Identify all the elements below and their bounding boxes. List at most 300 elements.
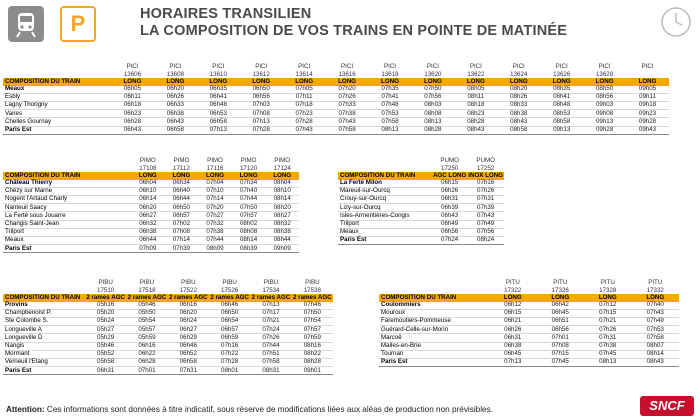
time-cell: 07h23 — [283, 110, 326, 118]
train-number-cell: 13608 — [166, 70, 184, 78]
table-row — [338, 204, 504, 212]
table-row — [3, 326, 333, 334]
timetable-la-ferte-milon — [338, 158, 504, 245]
time-cell: 06h57 — [209, 326, 250, 334]
composition-label: COMPOSITION DU TRAIN — [3, 78, 111, 85]
timetable-chateau-thierry — [3, 158, 299, 253]
time-cell: 08h04 — [273, 179, 291, 187]
time-cell: 06h15 — [441, 179, 459, 187]
time-cell: 08h08 — [411, 110, 454, 118]
time-cell: 07h02 — [165, 220, 199, 228]
station-name: Isles-Armentières-Congis — [338, 212, 432, 220]
train-number-cell: 17124 — [273, 164, 291, 172]
time-cell: 07h50 — [232, 204, 266, 212]
time-cell: 07h35 — [381, 85, 399, 93]
time-cell: 06h28 — [111, 118, 154, 126]
table-row — [3, 86, 669, 94]
train-code-cell: PIBU — [98, 279, 113, 287]
timetable-provins — [3, 280, 333, 375]
time-cell: 09h28 — [583, 126, 626, 134]
time-cell: 08h33 — [497, 101, 540, 109]
time-cell: 07h39 — [165, 245, 199, 253]
station-name: Longueville A — [3, 326, 85, 334]
time-cell: 06h26 — [432, 187, 467, 195]
composition-cell: LONG — [240, 78, 283, 85]
footer-notice — [6, 405, 493, 414]
time-cell: 07h59 — [292, 334, 333, 342]
time-cell: 07h32 — [198, 220, 232, 228]
time-cell: 09h08 — [583, 110, 626, 118]
time-cell: 07h51 — [250, 350, 291, 358]
time-cell: 08h23 — [454, 110, 497, 118]
time-cell: 08h13 — [369, 126, 412, 134]
composition-cell: LONG — [632, 294, 680, 301]
clock-icon — [660, 6, 692, 38]
time-cell: 08h27 — [265, 212, 299, 220]
time-cell: 08h48 — [540, 101, 583, 109]
train-number-cell: 17538 — [303, 286, 321, 294]
time-cell: 09h28 — [626, 118, 669, 126]
time-cell: 07h21 — [250, 317, 291, 325]
train-code-cell: PIMO — [139, 157, 156, 165]
composition-row — [3, 294, 333, 301]
table-row — [3, 187, 299, 195]
station-name: Nogent l'Artaud Charly — [3, 195, 131, 203]
time-cell: 08h35 — [553, 85, 571, 93]
time-cell: 06h26 — [489, 326, 537, 334]
time-cell: 07h49 — [632, 317, 680, 325]
station-name: Paris Est — [3, 126, 111, 134]
time-cell: 07h14 — [165, 236, 199, 244]
station-name: Trilport — [3, 228, 131, 236]
station-name: Provins — [5, 301, 28, 309]
time-cell: 06h22 — [126, 350, 167, 358]
composition-cell: LONG — [626, 78, 669, 85]
train-number-cell: 13626 — [553, 70, 571, 78]
time-cell: 06h34 — [172, 179, 190, 187]
time-cell: 06h29 — [168, 334, 209, 342]
time-cell: 09h01 — [292, 367, 333, 375]
time-cell: 06h46 — [221, 301, 239, 309]
time-cell: 08h16 — [292, 342, 333, 350]
time-cell: 08h28 — [411, 126, 454, 134]
time-cell: 07h38 — [198, 228, 232, 236]
composition-label: COMPOSITION DU TRAIN — [3, 172, 131, 179]
time-cell: 07h56 — [411, 93, 454, 101]
timetable-coulommiers — [379, 280, 679, 367]
time-cell: 07h09 — [131, 245, 165, 253]
station-name: Mouroux — [379, 309, 489, 317]
time-cell: 05h58 — [85, 358, 126, 366]
header-spacer — [379, 280, 489, 287]
station-name: Chelles Gournay — [3, 118, 111, 126]
composition-cell: 2 rames AGC — [127, 293, 167, 301]
time-cell: 06h41 — [197, 93, 240, 101]
table-row — [3, 309, 333, 317]
time-cell: 07h28 — [209, 358, 250, 366]
time-cell: 07h04 — [206, 179, 224, 187]
header-codes — [3, 280, 333, 287]
time-cell: 06h58 — [197, 118, 240, 126]
time-cell: 07h44 — [232, 195, 266, 203]
composition-cell: 2 rames AGC — [86, 293, 125, 301]
time-cell: 08h28 — [454, 118, 497, 126]
time-cell: 07h43 — [326, 118, 369, 126]
time-cell: 06h31 — [432, 195, 467, 203]
time-cell: 07h16 — [209, 342, 250, 350]
time-cell: 06h44 — [165, 195, 199, 203]
time-cell: 05h24 — [85, 317, 126, 325]
station-name: Marcoë — [379, 334, 489, 342]
time-cell: 09h13 — [540, 126, 583, 134]
time-cell: 06h16 — [179, 301, 197, 309]
station-name: Changis Saint-Jean — [3, 220, 131, 228]
time-cell: 06h20 — [168, 309, 209, 317]
time-cell: 07h26 — [584, 326, 632, 334]
timetable-meaux-paris — [3, 64, 669, 135]
table-row — [3, 334, 333, 342]
time-cell: 06h59 — [209, 334, 250, 342]
time-cell: 05h27 — [85, 326, 126, 334]
station-name: Mormant — [3, 350, 85, 358]
table-row — [338, 187, 504, 195]
time-cell: 07h58 — [326, 126, 369, 134]
time-cell: 07h34 — [239, 179, 258, 187]
time-cell: 07h44 — [198, 236, 232, 244]
composition-cell: LONG — [497, 78, 540, 85]
time-cell: 06h27 — [168, 326, 209, 334]
time-cell: 07h22 — [209, 350, 250, 358]
time-cell: 08h02 — [232, 220, 266, 228]
station-name: Verneuil l'Etang — [3, 358, 85, 366]
time-cell: 06h31 — [489, 334, 537, 342]
composition-label: COMPOSITION DU TRAIN — [3, 294, 85, 301]
train-number-cell: 13624 — [510, 70, 528, 78]
train-code-cell: PICI — [169, 63, 182, 71]
time-cell: 06h28 — [126, 358, 167, 366]
table-row — [3, 126, 669, 134]
time-cell: 07h53 — [369, 110, 412, 118]
table-row — [379, 317, 679, 325]
header-spacer — [3, 280, 85, 287]
station-name: La Ferté sous Jouarre — [3, 212, 131, 220]
train-number-cell: 17326 — [551, 286, 569, 294]
time-cell: 07h50 — [424, 85, 442, 93]
time-cell: 06h24 — [168, 317, 209, 325]
time-cell: 05h59 — [126, 334, 167, 342]
train-code-cell: PICI — [126, 63, 139, 71]
time-cell: 07h38 — [326, 110, 369, 118]
time-cell: 06h21 — [489, 317, 537, 325]
train-code-cell: PICI — [555, 63, 568, 71]
time-cell: 06h26 — [154, 93, 197, 101]
time-cell: 07h58 — [250, 358, 291, 366]
train-code-cell: PICI — [426, 63, 439, 71]
time-cell: 07h03 — [240, 101, 283, 109]
table-row — [3, 236, 299, 244]
time-cell: 08h32 — [265, 220, 299, 228]
time-cell: 08h43 — [497, 118, 540, 126]
time-cell: 07h26 — [250, 334, 291, 342]
time-cell: 07h10 — [198, 187, 232, 195]
table-row — [3, 245, 299, 253]
time-cell: 07h20 — [338, 85, 356, 93]
station-name: Tournan — [379, 350, 489, 358]
time-cell: 08h14 — [632, 350, 680, 358]
time-cell: 08h13 — [411, 118, 454, 126]
train-number-cell: 13618 — [381, 70, 399, 78]
table-row — [338, 195, 504, 203]
composition-cell: LONG — [326, 78, 369, 85]
time-cell: 08h31 — [250, 367, 291, 375]
table-row — [3, 317, 333, 325]
time-cell: 05h52 — [85, 350, 126, 358]
table-row — [338, 228, 504, 236]
station-name: La Ferté Milon — [340, 179, 382, 187]
time-cell: 06h16 — [126, 342, 167, 350]
train-code-cell: PIBU — [305, 279, 320, 287]
page-subtitle: LA COMPOSITION DE VOS TRAINS EN POINTE DE MATINÉE — [140, 23, 568, 39]
train-code-cell: PIBU — [263, 279, 279, 287]
table-row — [338, 236, 504, 244]
time-cell: 07h27 — [198, 212, 232, 220]
composition-cell: 2 rames AGC — [210, 293, 249, 301]
time-cell: 07h16 — [477, 179, 495, 187]
time-cell: 07h26 — [467, 187, 504, 195]
time-cell: 07h40 — [646, 301, 664, 309]
table-row — [3, 110, 669, 118]
time-cell: 07h15 — [537, 350, 585, 358]
station-name: Lagny Thorigny — [3, 101, 111, 109]
time-cell: 07h39 — [467, 204, 504, 212]
time-cell: 06h11 — [111, 93, 154, 101]
train-code-cell: PIMO — [207, 157, 223, 165]
composition-cell: LONG — [537, 294, 585, 301]
table-row — [3, 195, 299, 203]
time-cell: 07h24 — [432, 236, 467, 244]
table-row — [379, 342, 679, 350]
table-row — [338, 220, 504, 228]
table-row — [338, 212, 504, 220]
composition-cell: INOX LONG — [468, 171, 503, 179]
time-cell: 07h01 — [537, 334, 585, 342]
time-cell: 06h46 — [168, 342, 209, 350]
train-code-cell: PIMO — [173, 157, 190, 165]
train-number-cell: 17328 — [599, 286, 617, 294]
station-name: Vaires — [3, 110, 111, 118]
train-number-cell: 13622 — [467, 70, 485, 78]
train-number-cell: 13616 — [338, 70, 356, 78]
time-cell: 08h58 — [540, 118, 583, 126]
time-cell: 06h43 — [432, 212, 467, 220]
time-cell: 08h14 — [232, 236, 266, 244]
time-cell: 07h20 — [198, 204, 232, 212]
station-name: Paris Est — [379, 358, 489, 366]
table-row — [338, 180, 504, 188]
time-cell: 07h31 — [584, 334, 632, 342]
time-cell: 09h23 — [626, 110, 669, 118]
time-cell: 09h13 — [583, 118, 626, 126]
time-cell: 08h43 — [454, 126, 497, 134]
time-cell: 07h11 — [283, 93, 326, 101]
composition-label: COMPOSITION DU TRAIN — [338, 172, 432, 179]
time-cell: 06h38 — [131, 228, 165, 236]
time-cell: 08h38 — [265, 228, 299, 236]
time-cell: 08h50 — [595, 85, 614, 93]
train-code-cell: PIBU — [222, 279, 237, 287]
train-number-cell: 17116 — [206, 164, 224, 172]
time-cell: 07h13 — [489, 358, 537, 366]
time-cell: 07h13 — [197, 126, 240, 134]
time-cell: 06h27 — [131, 212, 165, 220]
time-cell: 08h41 — [540, 93, 583, 101]
time-cell: 07h41 — [369, 93, 412, 101]
time-cell: 07h43 — [467, 212, 504, 220]
train-code-cell: PICI — [598, 63, 611, 71]
time-cell: 06h50 — [252, 85, 270, 93]
station-name: Lizy-sur-Ourcq — [338, 204, 432, 212]
composition-cell: 2 rames AGC — [169, 293, 208, 301]
table-row — [3, 93, 669, 101]
footer-label: Attention: — [6, 405, 45, 414]
time-cell: 08h38 — [497, 110, 540, 118]
train-code-cell: PIMO — [274, 157, 291, 165]
time-cell: 08h56 — [583, 93, 626, 101]
time-cell: 09h09 — [265, 245, 299, 253]
time-cell: 06h56 — [432, 228, 467, 236]
train-icon — [8, 6, 44, 42]
time-cell: 07h46 — [303, 301, 321, 309]
time-cell: 06h31 — [85, 367, 126, 375]
time-cell: 09h03 — [583, 101, 626, 109]
station-name: Trilport — [338, 220, 432, 228]
time-cell: 06h18 — [111, 101, 154, 109]
station-name: Crouy-sur-Ourcq — [338, 195, 432, 203]
time-cell: 06h40 — [165, 187, 199, 195]
time-cell: 07h15 — [584, 309, 632, 317]
time-cell: 08h53 — [540, 110, 583, 118]
time-cell: 06h38 — [154, 110, 197, 118]
train-code-cell: PITU — [505, 279, 520, 287]
time-cell: 06h23 — [111, 110, 154, 118]
composition-cell: LONG — [131, 172, 165, 179]
time-cell: 08h24 — [467, 236, 504, 244]
time-cell: 07h57 — [292, 326, 333, 334]
table-row — [3, 204, 299, 212]
time-cell: 08h44 — [265, 236, 299, 244]
time-cell: 06h20 — [131, 204, 165, 212]
composition-label: COMPOSITION DU TRAIN — [379, 294, 489, 301]
table-row — [3, 342, 333, 350]
time-cell: 07h58 — [632, 334, 680, 342]
time-cell: 08h07 — [632, 342, 680, 350]
train-number-cell: 17510 — [97, 286, 115, 294]
time-cell: 06h04 — [139, 179, 157, 187]
time-cell: 06h48 — [197, 101, 240, 109]
time-cell: 07h13 — [240, 118, 283, 126]
time-cell: 07h45 — [537, 358, 585, 366]
train-number-cell: 17522 — [179, 286, 197, 294]
train-code-cell: PIMO — [240, 157, 257, 165]
time-cell: 07h49 — [467, 220, 504, 228]
train-code-cell: PICI — [255, 63, 268, 71]
time-cell: 08h05 — [467, 85, 485, 93]
table-row — [3, 350, 333, 358]
table-row — [3, 220, 299, 228]
station-name: Nanteuil Saacy — [3, 204, 131, 212]
time-cell: 06h43 — [111, 126, 154, 134]
header-codes — [379, 280, 679, 287]
time-cell: 06h39 — [432, 204, 467, 212]
time-cell: 06h43 — [154, 118, 197, 126]
time-cell: 06h20 — [166, 85, 184, 93]
train-code-cell: PIBU — [139, 279, 155, 287]
station-name: Paris Est — [3, 367, 85, 375]
time-cell: 09h11 — [626, 93, 669, 101]
time-cell: 05h46 — [138, 301, 156, 309]
table-row — [3, 212, 299, 220]
train-number-cell: 17534 — [262, 286, 280, 294]
time-cell: 07h43 — [632, 309, 680, 317]
time-cell: 06h10 — [131, 187, 165, 195]
train-code-cell: PICI — [298, 63, 311, 71]
composition-cell: LONG — [198, 172, 232, 179]
time-cell: 06h12 — [504, 301, 522, 309]
train-number-cell: 13612 — [252, 70, 270, 78]
train-number-cell: 13628 — [595, 70, 614, 78]
time-cell: 08h09 — [198, 245, 232, 253]
time-cell: 07h38 — [584, 342, 632, 350]
time-cell: 07h31 — [467, 195, 504, 203]
time-cell: 08h20 — [265, 204, 299, 212]
time-cell: 09h43 — [626, 126, 669, 134]
train-code-cell: PICI — [641, 63, 654, 71]
time-cell: 08h13 — [584, 358, 632, 366]
time-cell: 06h58 — [168, 358, 209, 366]
table-row — [379, 309, 679, 317]
composition-cell: LONG — [165, 172, 199, 179]
time-cell: 06h56 — [537, 326, 585, 334]
train-code-cell: PICI — [383, 63, 397, 71]
train-number-cell: 17518 — [138, 286, 156, 294]
time-cell: 06h57 — [165, 212, 199, 220]
time-cell: 06h14 — [131, 195, 165, 203]
time-cell: 07h08 — [537, 342, 585, 350]
table-row — [379, 302, 679, 310]
time-cell: 06h44 — [131, 236, 165, 244]
time-cell: 08h22 — [292, 350, 333, 358]
time-cell: 06h53 — [197, 110, 240, 118]
composition-cell: AGC LONG — [432, 171, 467, 179]
table-row — [379, 350, 679, 358]
header-spacer — [3, 158, 131, 165]
header-spacer — [338, 158, 432, 165]
table-row — [3, 180, 299, 188]
time-cell: 08h58 — [497, 126, 540, 134]
train-number-cell: 17250 — [441, 164, 459, 172]
time-cell: 07h50 — [292, 309, 333, 317]
time-cell: 07h28 — [283, 118, 326, 126]
time-cell: 07h24 — [250, 326, 291, 334]
composition-row — [379, 294, 679, 301]
time-cell: 07h26 — [326, 93, 369, 101]
time-cell: 07h21 — [584, 317, 632, 325]
table-row — [379, 326, 679, 334]
time-cell: 07h08 — [240, 110, 283, 118]
time-cell: 06h35 — [209, 85, 227, 93]
composition-cell: LONG — [489, 294, 537, 301]
time-cell: 05h29 — [85, 334, 126, 342]
